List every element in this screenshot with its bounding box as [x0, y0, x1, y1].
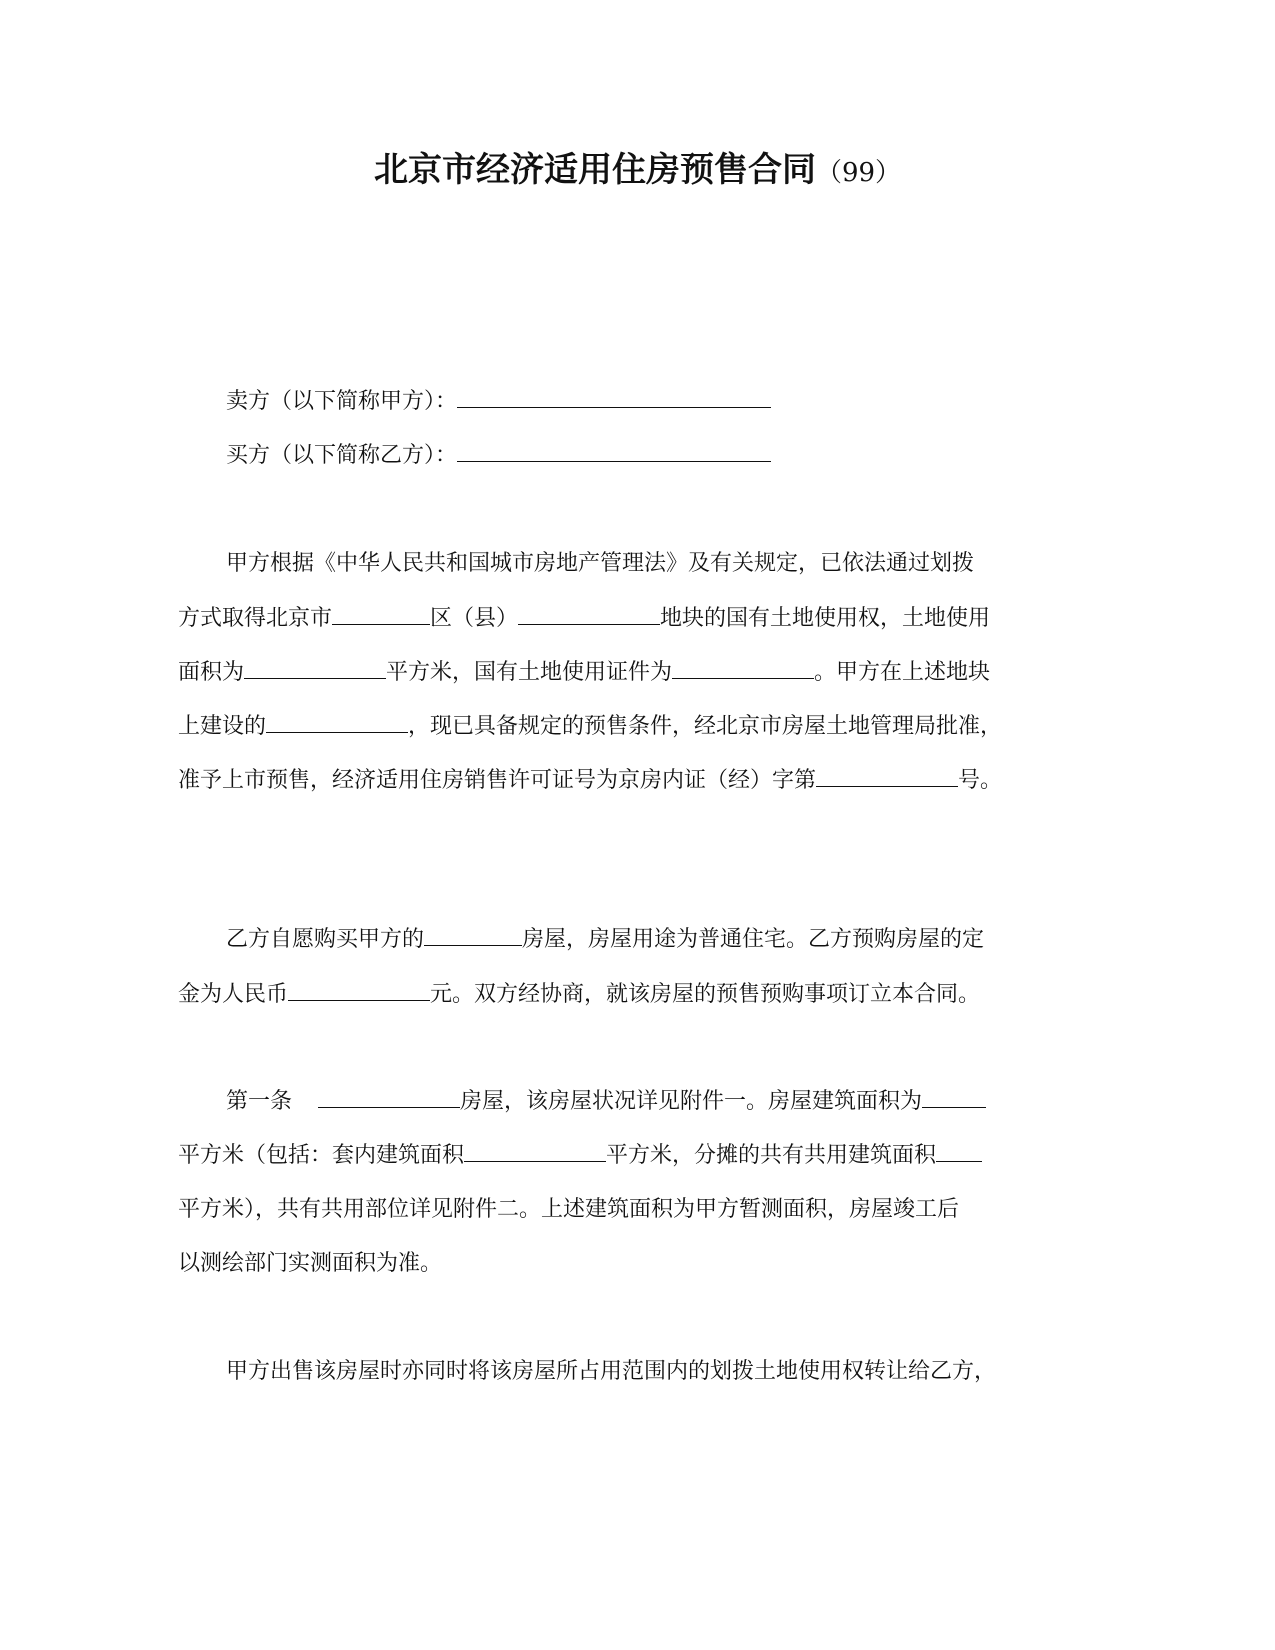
seller-line — [226, 386, 771, 418]
paragraph3-line1 — [226, 1356, 996, 1388]
p1-text-3c: 。甲方在上述地块 — [814, 660, 991, 685]
article1-line1 — [226, 1086, 986, 1118]
p2-text-2b: 元。双方经协商，就该房屋的预售预购事项订立本合同。 — [430, 982, 981, 1007]
p1-text-5a: 准予上市预售，经济适用住房销售许可证号为京房内证（经）字第 — [178, 768, 817, 793]
paragraph1-line4 — [178, 711, 1002, 743]
p1-text-2b: 区（县） — [430, 606, 519, 631]
deposit-blank — [288, 980, 430, 1001]
title-suffix: （99） — [815, 158, 902, 188]
article1-house-blank — [318, 1087, 460, 1108]
house-blank — [424, 925, 522, 946]
district-blank — [332, 604, 430, 625]
article1-label: 第一条 — [226, 1089, 293, 1114]
paragraph2-line2 — [178, 979, 980, 1011]
a1-text-4: 以测绘部门实测面积为准。 — [178, 1251, 443, 1276]
buyer-label: 买方（以下简称乙方）： — [226, 443, 458, 468]
inner-area-blank — [464, 1141, 606, 1162]
license-number-blank — [816, 766, 958, 787]
a1-text-2b: 平方米，分摊的共有共用建筑面积 — [606, 1143, 937, 1168]
paragraph1-line5 — [178, 765, 1002, 797]
p1-text-4b: ，现已具备规定的预售条件，经北京市房屋土地管理局批准， — [408, 714, 1003, 739]
p1-text-3a: 面积为 — [178, 660, 245, 685]
buyer-line — [226, 440, 771, 472]
paragraph1-line2 — [178, 603, 990, 635]
paragraph2-line1 — [226, 924, 984, 956]
p1-text-3b: 平方米，国有土地使用证件为 — [386, 660, 673, 685]
p1-text-1: 甲方根据《中华人民共和国城市房地产管理法》及有关规定，已依法通过划拨 — [226, 551, 975, 576]
plot-blank — [518, 604, 660, 625]
building-area-blank — [922, 1087, 986, 1108]
title-text: 北京市经济适用住房预售合同 — [373, 150, 816, 190]
article1-line3 — [178, 1194, 959, 1226]
a1-text-2a: 平方米（包括：套内建筑面积 — [178, 1143, 465, 1168]
land-area-blank — [244, 658, 386, 679]
article1-line4 — [178, 1248, 442, 1280]
document-title — [0, 148, 1275, 195]
p2-text-1a: 乙方自愿购买甲方的 — [226, 927, 425, 952]
paragraph1-line3 — [178, 657, 990, 689]
p1-text-2c: 地块的国有土地使用权，土地使用 — [660, 606, 991, 631]
paragraph1-line1 — [226, 548, 974, 580]
shared-area-blank — [936, 1141, 982, 1162]
a1-text-3: 平方米），共有共用部位详见附件二。上述建筑面积为甲方暂测面积，房屋竣工后 — [178, 1197, 960, 1222]
buyer-blank — [457, 441, 771, 462]
p1-text-4a: 上建设的 — [178, 714, 267, 739]
seller-blank — [457, 387, 771, 408]
a1-text-1a: 房屋，该房屋状况详见附件一。房屋建筑面积为 — [460, 1089, 923, 1114]
p3-text-1: 甲方出售该房屋时亦同时将该房屋所占用范围内的划拨土地使用权转让给乙方， — [226, 1359, 997, 1384]
p1-text-2a: 方式取得北京市 — [178, 606, 333, 631]
land-certificate-blank — [672, 658, 814, 679]
seller-label: 卖方（以下简称甲方）： — [226, 389, 458, 414]
article1-line2 — [178, 1140, 982, 1172]
building-blank — [266, 712, 408, 733]
p2-text-2a: 金为人民币 — [178, 982, 289, 1007]
p1-text-5b: 号。 — [958, 768, 1003, 793]
p2-text-1b: 房屋，房屋用途为普通住宅。乙方预购房屋的定 — [522, 927, 985, 952]
